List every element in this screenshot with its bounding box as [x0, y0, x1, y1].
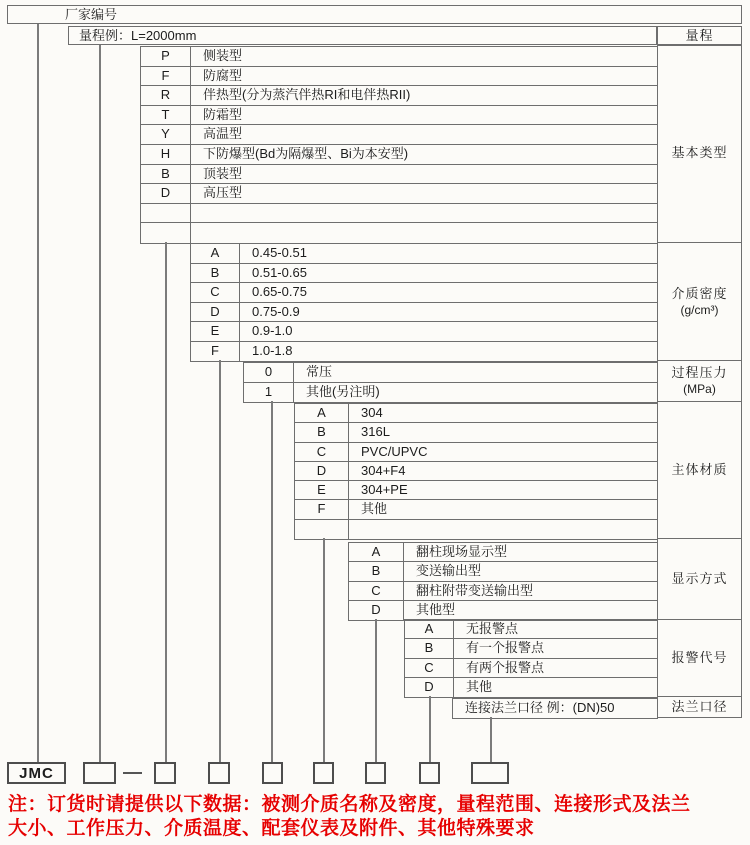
code-cell: D	[405, 678, 454, 697]
connector-line	[429, 696, 431, 762]
section-medium-density	[190, 243, 658, 362]
code-cell: F	[191, 342, 240, 362]
table-row	[405, 659, 657, 678]
code-cell: F	[295, 500, 349, 518]
description-cell: 高温型	[203, 126, 243, 142]
table-row	[191, 244, 657, 264]
code-cell: D	[191, 303, 240, 322]
label-text: 基本类型	[671, 145, 728, 160]
label-body-material	[657, 401, 742, 539]
range-example-text: 量程例：L=2000mm	[79, 28, 197, 43]
description-cell: 其他	[361, 501, 388, 517]
table-row	[405, 620, 657, 639]
label-text: 过程压力	[671, 365, 728, 380]
code-cell: P	[141, 47, 191, 66]
table-row	[141, 145, 657, 165]
description-cell: 下防爆型(Bd为隔爆型、Bi为本安型)	[203, 145, 409, 161]
table-row	[141, 125, 657, 145]
description-cell: 变送输出型	[416, 563, 482, 579]
description-cell: 伴热型(分为蒸汽伴热RI和电伴热RII)	[203, 87, 411, 103]
table-row	[295, 520, 657, 539]
range-example-row	[68, 26, 657, 45]
description-cell: 0.45-0.51	[252, 245, 307, 260]
table-row	[295, 462, 657, 481]
code-fill-box	[262, 762, 283, 784]
description-cell: 316L	[361, 424, 390, 440]
table-row	[295, 443, 657, 462]
description-cell: 0.9-1.0	[252, 323, 293, 338]
description-cell: 304+F4	[361, 462, 406, 478]
description-cell: 304+PE	[361, 482, 408, 498]
description-cell: 翻柱附带变送输出型	[416, 582, 534, 598]
description-cell: 其他(另注明)	[306, 383, 380, 399]
description-cell: 其他型	[416, 601, 456, 617]
table-row	[244, 383, 657, 403]
code-fill-box	[208, 762, 230, 784]
description-cell: 防霜型	[203, 106, 243, 122]
order-note-line1: 注：订货时请提供以下数据：被测介质名称及密度，量程范围、连接形式及法兰	[8, 794, 691, 815]
label-text: 显示方式	[671, 571, 728, 586]
order-note	[8, 793, 748, 841]
description-cell: 有一个报警点	[466, 640, 545, 656]
code-cell: 1	[244, 383, 294, 403]
description-cell: 翻柱现场显示型	[416, 544, 508, 559]
manufacturer-number-row	[7, 5, 742, 24]
code-cell: R	[141, 86, 191, 105]
table-row	[349, 543, 657, 562]
description-cell	[191, 223, 657, 243]
description-cell: 1.0-1.8	[252, 342, 293, 358]
table-row	[405, 678, 657, 697]
code-cell: A	[191, 244, 240, 263]
code-cell: C	[295, 443, 349, 461]
description-cell	[349, 520, 657, 539]
table-row	[244, 363, 657, 383]
code-cell	[295, 520, 349, 539]
code-fill-box	[419, 762, 440, 784]
table-row	[191, 322, 657, 342]
table-row	[141, 204, 657, 224]
code-cell: B	[295, 423, 349, 441]
code-cell: B	[191, 264, 240, 283]
code-cell: B	[405, 639, 454, 657]
description-cell: 其他	[466, 678, 493, 694]
label-process-pressure	[657, 360, 742, 402]
description-cell: PVC/UPVC	[361, 443, 428, 459]
model-prefix-text: JMC	[19, 764, 54, 782]
code-cell: D	[295, 462, 349, 480]
table-row	[349, 582, 657, 601]
code-cell: H	[141, 145, 191, 164]
description-cell: 0.65-0.75	[252, 284, 307, 299]
table-row	[141, 67, 657, 87]
label-text: 介质密度	[671, 285, 728, 301]
description-cell: 防腐型	[203, 67, 243, 83]
code-fill-box	[154, 762, 176, 784]
description-cell: 侧装型	[203, 48, 243, 63]
section-alarm-code	[404, 619, 658, 698]
connector-line	[375, 619, 377, 762]
description-cell: 高压型	[203, 185, 243, 201]
description-cell: 连接法兰口径 例：(DN)50	[465, 700, 615, 715]
table-row	[141, 47, 657, 67]
table-row	[191, 283, 657, 303]
table-row	[453, 699, 657, 718]
code-cell: T	[141, 106, 191, 125]
code-cell	[141, 223, 191, 243]
section-basic-type	[140, 46, 658, 244]
model-prefix-box	[7, 762, 66, 784]
table-row	[295, 481, 657, 500]
label-unit: (MPa)	[683, 382, 716, 396]
code-cell: B	[141, 165, 191, 184]
code-fill-box	[313, 762, 334, 784]
code-cell: F	[141, 67, 191, 86]
label-range-text: 量程	[685, 27, 714, 43]
dash-separator	[123, 772, 142, 774]
code-cell: D	[349, 601, 404, 620]
table-row	[295, 404, 657, 423]
section-flange-size	[452, 698, 658, 719]
description-cell: 顶装型	[203, 165, 243, 181]
code-fill-box	[83, 762, 116, 784]
code-cell: C	[405, 659, 454, 677]
label-medium-density	[657, 242, 742, 361]
code-cell: A	[295, 404, 349, 422]
table-row	[191, 342, 657, 362]
table-row	[141, 106, 657, 126]
code-cell: Y	[141, 125, 191, 144]
label-unit: (g/cm³)	[680, 302, 719, 317]
label-text: 报警代号	[671, 650, 728, 665]
label-alarm-code	[657, 619, 742, 697]
code-cell: A	[349, 543, 404, 561]
table-row	[405, 639, 657, 658]
description-cell: 无报警点	[466, 621, 519, 636]
section-process-pressure	[243, 362, 658, 403]
table-row	[349, 601, 657, 620]
section-display-mode	[348, 542, 658, 621]
connector-line	[99, 45, 101, 762]
code-fill-box	[365, 762, 386, 784]
description-cell: 有两个报警点	[466, 659, 545, 675]
label-range	[657, 26, 742, 45]
code-fill-box	[471, 762, 509, 784]
code-cell: E	[295, 481, 349, 499]
code-cell: A	[405, 620, 454, 638]
connector-line	[37, 24, 39, 762]
code-cell: E	[191, 322, 240, 341]
description-cell: 0.51-0.65	[252, 264, 307, 280]
connector-line	[490, 717, 492, 762]
code-cell: 0	[244, 363, 294, 382]
table-row	[141, 165, 657, 185]
table-row	[191, 303, 657, 323]
manufacturer-number-label: 厂家编号	[65, 7, 118, 22]
label-flange-size	[657, 696, 742, 718]
connector-line	[219, 360, 221, 762]
section-body-material	[294, 403, 658, 540]
description-cell	[191, 204, 657, 223]
label-basic-type	[657, 45, 742, 243]
connector-line	[165, 242, 167, 762]
table-row	[141, 184, 657, 204]
code-cell	[141, 204, 191, 223]
table-row	[191, 264, 657, 284]
table-row	[295, 500, 657, 519]
table-row	[349, 562, 657, 581]
code-cell: C	[349, 582, 404, 600]
code-cell: B	[349, 562, 404, 580]
description-cell: 0.75-0.9	[252, 303, 300, 319]
label-display-mode	[657, 538, 742, 620]
connector-line	[323, 538, 325, 762]
label-text: 主体材质	[671, 462, 728, 477]
code-cell: D	[141, 184, 191, 203]
code-cell: C	[191, 283, 240, 302]
order-note-line2: 大小、工作压力、介质温度、配套仪表及附件、其他特殊要求	[8, 818, 535, 839]
label-text: 法兰口径	[671, 699, 728, 714]
description-cell: 304	[361, 405, 383, 420]
connector-line	[271, 401, 273, 762]
table-row	[295, 423, 657, 442]
table-row	[141, 86, 657, 106]
description-cell: 常压	[306, 364, 333, 379]
table-row	[141, 223, 657, 243]
